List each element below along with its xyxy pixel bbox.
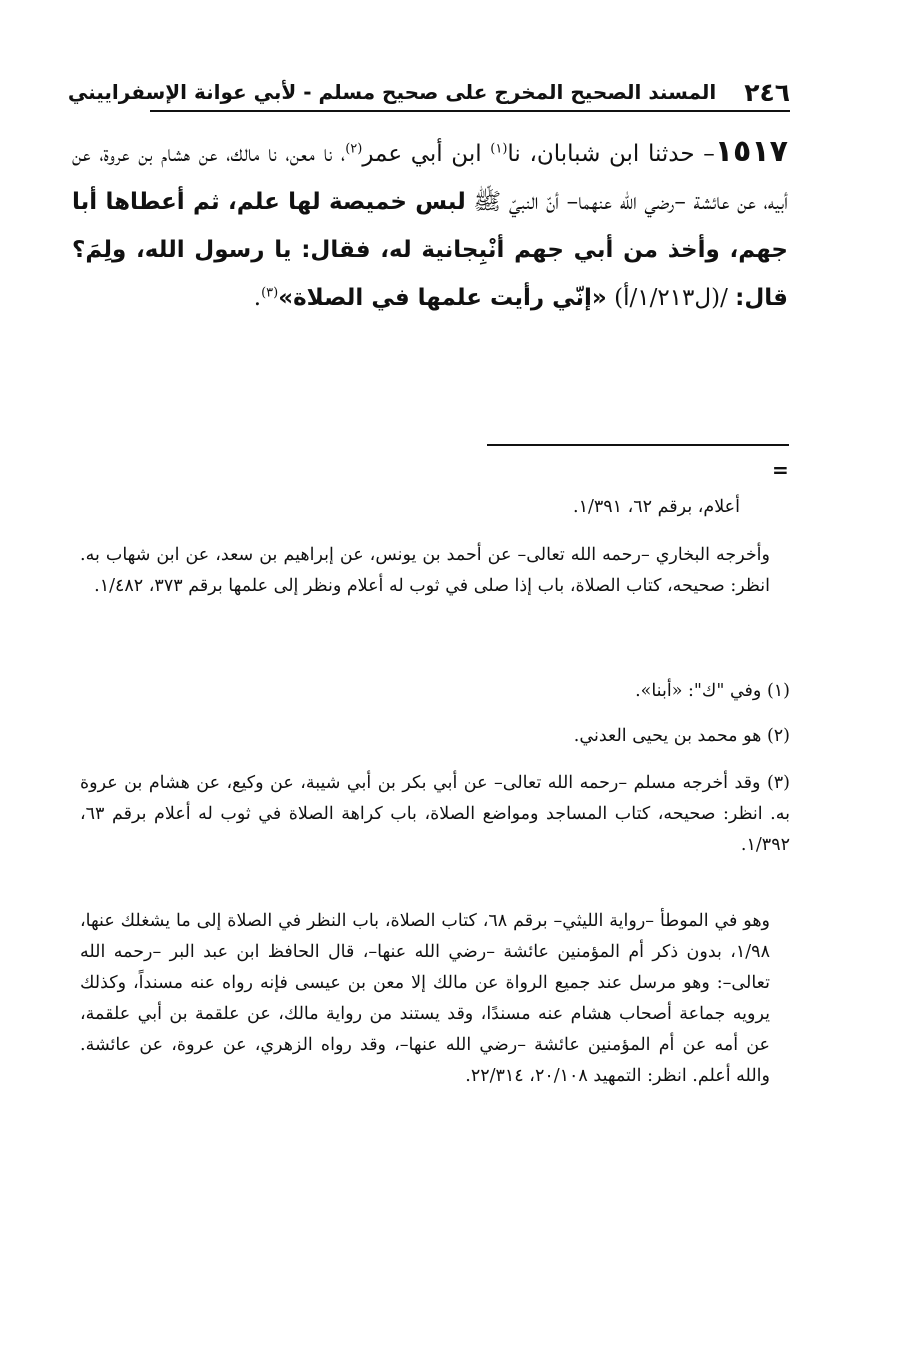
matn-bold-2: «إنّي رأيت علمها في الصلاة» [278,285,607,311]
hadith-end: . [253,285,262,311]
isnad-part-3: ، نا معن، نا مالك، عن هشام بن عروة، عن أبيه، عن عائشة –رضي الله عنهما– أنّ النبيّ ﷺ [72,141,788,215]
footnote-separator [487,444,789,446]
hadith-text [72,128,788,322]
footnote-1-number: (١) [766,681,790,701]
isnad-part-1: حدثنا ابن شبابان، نا [507,141,695,167]
footnote-2-text: هو محمد بن يحيى العدني. [573,726,762,746]
page-header [67,72,790,112]
footnote-ref-2[interactable]: (٢) [345,141,363,157]
footnote-continuation-para: وأخرجه البخاري –رحمه الله تعالى– عن أحمد بن يونس، عن إبراهيم بن سعد، عن ابن شهاب به. انظر: صحيحه، كتاب الصلاة، باب إذا صلى في ثوب له أعلام ونظر إلى علمها برقم ٣٧٣، ١/٤٨٢. [80,545,770,596]
footnote-1 [80,676,790,707]
footnote-1-text: وفي "ك": «أبنا». [635,681,762,701]
page-number: ٢٤٦ [744,77,790,107]
hadith-dash: – [694,141,715,167]
footnote-3-number: (٣) [766,773,790,793]
isnad-part-2: ابن أبي عمر [362,141,491,167]
running-title: المسند الصحيح المخرج على صحيح مسلم - لأبي عوانة الإسفراييني [67,80,717,104]
footnote-continuation-line: أعلام، برقم ٦٢، ١/٣٩١. [572,497,740,517]
footnote-2-number: (٢) [766,726,790,746]
footnote-ref-1[interactable]: (١) [490,141,508,157]
footnote-3-text: وقد أخرجه مسلم –رحمه الله تعالى– عن أبي بكر بن أبي شيبة، عن وكيع، عن هشام بن عروة به. انظر: صحيحه، كتاب المساجد ومواضع الصلاة، باب كراهة الصلاة في ثوب له أعلام برقم ٦٣، ١/٣٩٢. [80,773,790,855]
footnote-2 [80,721,790,752]
matn-bold-1: لبس خميصة لها علم، ثم أعطاها أبا جهم، وأخذ من أبي جهم أنْبِجانية له، فقال: يا رسول الله، ولِمَ؟ قال: [72,189,788,311]
header-rule [150,110,790,112]
hadith-number: ١٥١٧ [714,134,788,169]
footnote-3-paragraph-2: وهو في الموطأ –رواية الليثي– برقم ٦٨، كتاب الصلاة، باب النظر في الصلاة إلى ما يشغلك عنها، ١/٩٨، بدون ذكر أم المؤمنين عائشة –رضي الله عنها–، قال الحافظ ابن عبد البر –رحمه الله تعالى–: وهو مرسل عند جميع الرواة عن مالك إلا معن بن عيسى فإنه رواه عنه مسنداً، وكذلك يرويه جماعة أصحاب هشام عنه مسندًا، وقد يستند من رواية مالك، عن علقمة بن أبي علقمة، عن أمه عن أم المؤمنين عائشة –رضي الله عنها–، وقد رواه الزهري، عن عروة، عن عائشة. والله أعلم. انظر: التمهيد ٢٠/١٠٨، ٢٢/٣١٤. [80,911,770,1086]
continuation-mark: = [772,458,789,482]
footnote-3 [80,768,790,861]
manuscript-marker: /(ل١/٢١٣/أ) [606,285,736,311]
footnote-ref-3[interactable]: (٣) [261,285,279,301]
